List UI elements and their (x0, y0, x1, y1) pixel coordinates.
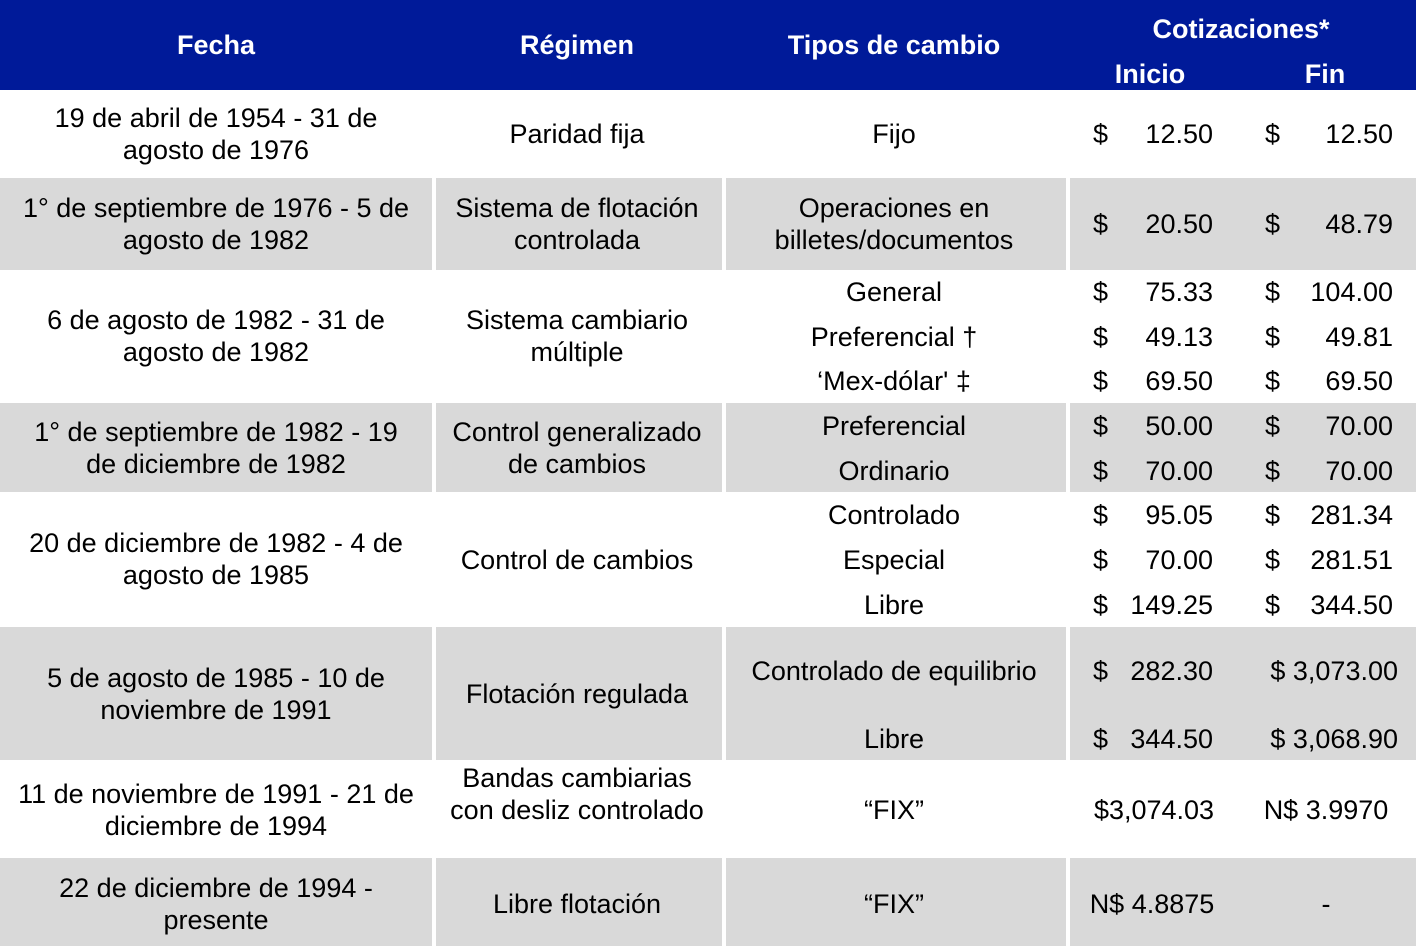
table-row (0, 492, 1416, 627)
regimen-cell: Paridad fija (509, 119, 645, 149)
fecha-cell: 19 de abril de 1954 - 31 de agosto de 1976 (54, 103, 378, 165)
fecha-cell: 6 de agosto de 1982 - 31 de agosto de 1982 (47, 305, 385, 367)
inicio-currency: $ (1093, 411, 1109, 441)
fin-value: 344.50 (1310, 590, 1393, 620)
tipo-cell: Libre (863, 590, 925, 620)
tipo-cell: ‘Mex-dólar' ‡ (817, 366, 971, 396)
fin-value: 69.50 (1325, 366, 1393, 396)
inicio-value: 20.50 (1145, 209, 1213, 239)
column-divider (722, 90, 726, 946)
tipo-cell: Ordinario (838, 456, 950, 486)
inicio-value: 149.25 (1130, 590, 1213, 620)
header-tipos-de-cambio: Tipos de cambio (787, 30, 1001, 60)
inicio-currency: $ (1093, 119, 1109, 149)
table-row (0, 858, 1416, 946)
fin-value: 49.81 (1325, 322, 1393, 352)
inicio-value: N$ 4.8875 (1089, 889, 1215, 919)
fin-value: $ 3,068.90 (1270, 724, 1398, 754)
regimen-cell: Sistema cambiario múltiple (465, 305, 689, 367)
header-fin: Fin (1304, 59, 1346, 89)
inicio-value: 282.30 (1130, 656, 1213, 686)
fin-value: 12.50 (1325, 119, 1393, 149)
regimen-cell: Control de cambios (460, 545, 694, 575)
table-row (0, 627, 1416, 760)
inicio-value: $3,074.03 (1093, 795, 1215, 825)
column-divider (1066, 90, 1070, 946)
fin-currency: $ (1265, 590, 1281, 620)
tipo-cell: Operaciones en billetes/documentos (774, 193, 1014, 255)
inicio-value: 12.50 (1145, 119, 1213, 149)
tipo-cell: “FIX” (864, 795, 924, 825)
fin-currency: $ (1265, 366, 1281, 396)
inicio-currency: $ (1093, 545, 1109, 575)
header-regimen: Régimen (519, 30, 635, 60)
fin-currency: $ (1265, 119, 1281, 149)
tipo-cell: Controlado de equilibrio (751, 656, 1037, 686)
column-divider (432, 90, 436, 946)
fecha-cell: 11 de noviembre de 1991 - 21 de diciembre de 1994 (18, 779, 414, 841)
fin-currency: $ (1265, 545, 1281, 575)
fecha-cell: 20 de diciembre de 1982 - 4 de agosto de 1985 (29, 528, 403, 590)
fin-currency: $ (1265, 456, 1281, 486)
fin-value: - (1321, 889, 1331, 919)
inicio-currency: $ (1093, 656, 1109, 686)
fin-currency: $ (1265, 411, 1281, 441)
fecha-cell: 22 de diciembre de 1994 - presente (59, 873, 373, 935)
inicio-value: 70.00 (1145, 456, 1213, 486)
inicio-currency: $ (1093, 366, 1109, 396)
regimen-cell: Bandas cambiarias con desliz controlado (450, 763, 704, 825)
inicio-currency: $ (1093, 277, 1109, 307)
inicio-value: 70.00 (1145, 545, 1213, 575)
tipo-cell: Libre (863, 724, 925, 754)
fin-currency: $ (1265, 209, 1281, 239)
fecha-cell: 5 de agosto de 1985 - 10 de noviembre de 1991 (47, 663, 385, 725)
fin-value: $ 3,073.00 (1270, 656, 1398, 686)
fin-value: 104.00 (1310, 277, 1393, 307)
regimen-cell: Control generalizado de cambios (452, 417, 702, 479)
inicio-currency: $ (1093, 724, 1109, 754)
fin-value: N$ 3.9970 (1263, 795, 1389, 825)
tipo-cell: Especial (842, 545, 946, 575)
tipo-cell: Preferencial (821, 411, 967, 441)
regimen-cell: Libre flotación (492, 889, 662, 919)
fin-currency: $ (1265, 277, 1281, 307)
tipo-cell: Preferencial † (810, 322, 978, 352)
header-fecha: Fecha (176, 30, 256, 60)
fin-value: 281.34 (1310, 500, 1393, 530)
inicio-value: 49.13 (1145, 322, 1213, 352)
tipo-cell: Controlado (827, 500, 961, 530)
tipo-cell: Fijo (872, 119, 916, 149)
fin-value: 70.00 (1325, 411, 1393, 441)
regimen-cell: Sistema de flotación controlada (455, 193, 699, 255)
regimen-cell: Flotación regulada (465, 679, 689, 709)
table-row (0, 760, 1416, 858)
inicio-value: 50.00 (1145, 411, 1213, 441)
inicio-currency: $ (1093, 500, 1109, 530)
table-header (0, 0, 1416, 90)
header-inicio: Inicio (1114, 59, 1186, 89)
table-row (0, 270, 1416, 403)
inicio-currency: $ (1093, 322, 1109, 352)
fecha-cell: 1° de septiembre de 1976 - 5 de agosto de 1982 (22, 193, 410, 255)
tipo-cell: General (845, 277, 943, 307)
fecha-cell: 1° de septiembre de 1982 - 19 de diciembre de 1982 (34, 417, 398, 479)
header-cotizaciones: Cotizaciones* (1152, 14, 1330, 44)
inicio-currency: $ (1093, 590, 1109, 620)
inicio-value: 75.33 (1145, 277, 1213, 307)
inicio-value: 69.50 (1145, 366, 1213, 396)
fin-value: 281.51 (1310, 545, 1393, 575)
inicio-currency: $ (1093, 456, 1109, 486)
tipo-cell: “FIX” (864, 889, 924, 919)
table-row (0, 178, 1416, 270)
fin-currency: $ (1265, 322, 1281, 352)
table-row (0, 403, 1416, 492)
fin-value: 48.79 (1325, 209, 1393, 239)
fin-value: 70.00 (1325, 456, 1393, 486)
fin-currency: $ (1265, 500, 1281, 530)
table-row (0, 90, 1416, 178)
inicio-value: 95.05 (1145, 500, 1213, 530)
inicio-value: 344.50 (1130, 724, 1213, 754)
inicio-currency: $ (1093, 209, 1109, 239)
